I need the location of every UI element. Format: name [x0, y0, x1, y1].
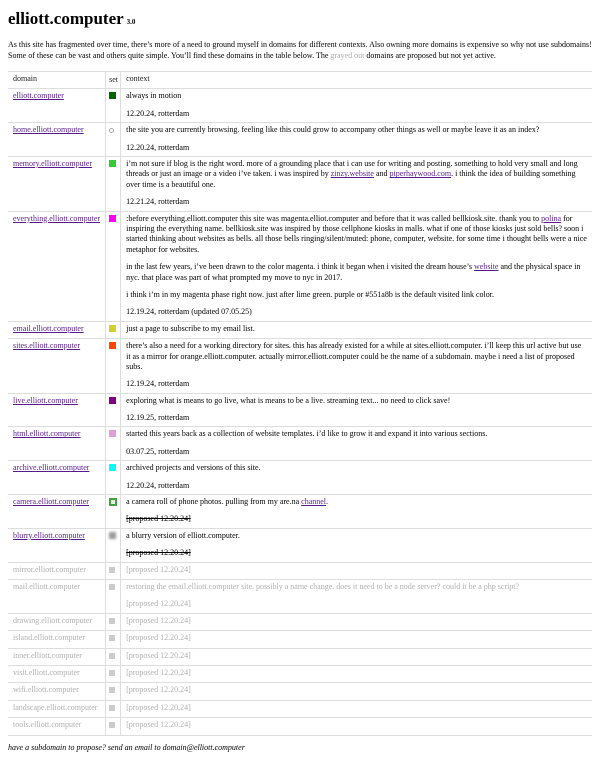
- column-header-context: context: [121, 72, 592, 89]
- date-line: 12.19.25, rotterdam: [126, 413, 190, 423]
- domain-cell: [8, 528, 106, 562]
- table-row: [8, 579, 592, 613]
- table-row: [8, 648, 592, 665]
- date-line: [proposed 12.20.24]: [126, 564, 191, 574]
- domain-link[interactable]: email.elliott.computer: [13, 323, 84, 333]
- set-cell: [106, 631, 121, 648]
- footer-propose-note: have a subdomain to propose? send an email to domain@elliott.computer: [8, 742, 245, 752]
- context-paragraph: i think i’m in my magenta phase right now. just after lime green. purple or #551a8b is the default visited link color.: [126, 289, 494, 299]
- context-paragraph: i’m not sure if blog is the right word. more of a grounding place that i can use for writing and posting. something to hold very small and long threads or just an image or a video i’ve taken. i was inspired by zinzy.website and piperhaywood.com. i think the idea of building something over time is a beautiful one.: [126, 159, 578, 189]
- context-cell: [121, 461, 592, 495]
- set-cell: [106, 123, 121, 157]
- set-cell: [106, 157, 121, 212]
- table-row: [8, 321, 592, 338]
- domain-text: wifi.elliott.computer: [13, 685, 79, 695]
- set-square-icon: [109, 670, 115, 676]
- date-line: [proposed 12.20.24]: [126, 615, 191, 625]
- domain-text: mail.elliott.computer: [13, 581, 81, 591]
- intro-grayed-out-phrase: grayed out: [330, 50, 365, 60]
- set-cell: [106, 665, 121, 682]
- context-cell: [121, 579, 592, 613]
- set-square-icon: [109, 325, 116, 332]
- set-blur-icon: [109, 532, 116, 539]
- set-square-icon: [109, 722, 115, 728]
- intro-text-1: As this site has fragmented over time, there’s more of a need to ground myself in domains for different contexts. Also owning more domains is expensive so why not use subdomains! Some of these can be vast and others quite simple. You’ll find these domains in the table below. The: [8, 40, 592, 60]
- inline-link[interactable]: zinzy.website: [330, 169, 374, 179]
- context-cell: [121, 562, 592, 579]
- date-line: 12.19.24, rotterdam (updated 07.05.25): [126, 307, 252, 317]
- context-cell: [121, 339, 592, 394]
- domain-cell: [8, 718, 106, 735]
- domain-text: landscape.elliott.computer: [13, 702, 98, 712]
- context-paragraph: just a page to subscribe to my email list.: [126, 323, 255, 333]
- set-square-icon: [109, 567, 115, 573]
- context-paragraph: restoring the email.elliott.computer site. possibly a name change. does it need to be a node server? could it be a php script?: [126, 581, 520, 591]
- domain-cell: [8, 123, 106, 157]
- domain-text: inner.elliott.computer: [13, 650, 82, 660]
- domain-text: visit.elliott.computer: [13, 667, 80, 677]
- set-square-icon: [109, 160, 116, 167]
- domain-cell: [8, 211, 106, 321]
- set-cell: [106, 321, 121, 338]
- date-line: 12.21.24, rotterdam: [126, 197, 190, 207]
- context-cell: [121, 157, 592, 212]
- context-cell: [121, 528, 592, 562]
- set-circle-icon: [109, 128, 114, 133]
- set-cell: [106, 427, 121, 461]
- set-cell: [106, 562, 121, 579]
- domain-cell: [8, 321, 106, 338]
- date-line: [proposed 12.20.24]: [126, 633, 191, 643]
- table-row: [8, 123, 592, 157]
- set-cell: [106, 211, 121, 321]
- column-header-set: set: [106, 72, 121, 89]
- domain-cell: [8, 683, 106, 700]
- date-line: [proposed 12.20.24]: [126, 702, 191, 712]
- table-row: [8, 683, 592, 700]
- context-cell: [121, 427, 592, 461]
- table-row: [8, 339, 592, 394]
- context-cell: [121, 89, 592, 123]
- context-paragraph: a camera roll of phone photos. pulling from my are.na channel.: [126, 497, 329, 507]
- domain-cell: [8, 339, 106, 394]
- domain-link[interactable]: camera.elliott.computer: [13, 497, 89, 507]
- page-title: [8, 9, 592, 29]
- table-row: [8, 631, 592, 648]
- intro-text-2: domains are proposed but not yet active.: [364, 50, 496, 60]
- table-row: [8, 393, 592, 427]
- set-cell: [106, 461, 121, 495]
- table-row: [8, 700, 592, 717]
- inline-link[interactable]: polina: [541, 213, 562, 223]
- column-header-domain: domain: [8, 72, 106, 89]
- domain-link[interactable]: sites.elliott.computer: [13, 341, 81, 351]
- table-row: [8, 427, 592, 461]
- date-line: [proposed 12.20.24]: [126, 548, 191, 558]
- context-cell: [121, 718, 592, 735]
- inline-link[interactable]: website: [474, 262, 499, 272]
- date-line: 12.20.24, rotterdam: [126, 142, 190, 152]
- date-line: [proposed 12.20.24]: [126, 720, 191, 730]
- table-row: [8, 613, 592, 630]
- domain-link[interactable]: archive.elliott.computer: [13, 463, 90, 473]
- inline-link[interactable]: channel: [301, 497, 327, 507]
- context-cell: [121, 211, 592, 321]
- context-paragraph: archived projects and versions of this site.: [126, 463, 261, 473]
- date-line: 12.19.24, rotterdam: [126, 379, 190, 389]
- set-square-icon: [109, 635, 115, 641]
- context-paragraph: the site you are currently browsing. feeling like this could grow to accompany other things as well or maybe leave it as an index?: [126, 125, 540, 135]
- set-camera-icon: [109, 498, 117, 506]
- context-paragraph: :before everything.elliott.computer this site was magenta.elliot.computer and before that it was called bellkiosk.site. thank you to polina for inspiring the everything name. bellkiosk.site was inspired by those cellphone kiosks in malls. what if one of those kiosks just sold bells? soon i started thinking about websites as bells. all those bells ringing/silent/muted: phone, computer, website. for some time i thought bells were a nice metaphor for websites.: [126, 213, 587, 254]
- context-paragraph: started this years back as a collection of website templates. i’d like to grow it and expand it into various sections.: [126, 429, 488, 439]
- set-cell: [106, 495, 121, 529]
- set-square-icon: [109, 464, 116, 471]
- context-cell: [121, 613, 592, 630]
- domain-link[interactable]: memory.elliott.computer: [13, 159, 93, 169]
- domain-link[interactable]: elliott.computer: [13, 91, 64, 101]
- set-square-icon: [109, 618, 115, 624]
- set-cell: [106, 613, 121, 630]
- date-line: 03.07.25, rotterdam: [126, 446, 190, 456]
- table-row: [8, 461, 592, 495]
- set-square-icon: [109, 653, 115, 659]
- set-cell: [106, 718, 121, 735]
- table-header-row: [8, 72, 592, 89]
- set-square-icon: [109, 215, 116, 222]
- date-line: 12.20.24, rotterdam: [126, 108, 190, 118]
- table-row: [8, 495, 592, 529]
- domain-cell: [8, 427, 106, 461]
- set-cell: [106, 393, 121, 427]
- context-cell: [121, 683, 592, 700]
- inline-link[interactable]: piperhaywood.com: [389, 169, 452, 179]
- context-cell: [121, 495, 592, 529]
- table-row: [8, 665, 592, 682]
- site-name: elliott.computer: [8, 9, 124, 28]
- version-label: 3.0: [126, 18, 136, 26]
- domain-cell: [8, 700, 106, 717]
- context-cell: [121, 665, 592, 682]
- table-row: [8, 211, 592, 321]
- domain-link[interactable]: everything.elliott.computer: [13, 213, 101, 223]
- set-cell: [106, 648, 121, 665]
- domain-link[interactable]: home.elliott.computer: [13, 125, 84, 135]
- set-cell: [106, 339, 121, 394]
- context-paragraph: exploring what is means to go live, what is means to be a live. streaming text... no need to click save!: [126, 395, 451, 405]
- context-cell: [121, 700, 592, 717]
- domain-text: drawing.elliott.computer: [13, 615, 93, 625]
- domain-cell: [8, 89, 106, 123]
- date-line: 12.20.24, rotterdam: [126, 480, 190, 490]
- set-cell: [106, 579, 121, 613]
- set-square-icon: [109, 397, 116, 404]
- table-row: [8, 528, 592, 562]
- table-row: [8, 562, 592, 579]
- domain-cell: [8, 665, 106, 682]
- context-paragraph: a blurry version of elliott.computer.: [126, 530, 240, 540]
- domain-cell: [8, 157, 106, 212]
- table-row: [8, 718, 592, 735]
- domain-cell: [8, 648, 106, 665]
- table-row: [8, 157, 592, 212]
- domain-cell: [8, 613, 106, 630]
- set-square-icon: [109, 687, 115, 693]
- set-cell: [106, 89, 121, 123]
- domain-cell: [8, 631, 106, 648]
- date-line: [proposed 12.20.24]: [126, 514, 191, 524]
- domain-text: island.elliott.computer: [13, 633, 85, 643]
- domain-link[interactable]: live.elliott.computer: [13, 395, 78, 405]
- table-row: [8, 89, 592, 123]
- domains-table: [8, 71, 592, 735]
- context-paragraph: always in motion: [126, 91, 182, 101]
- domain-text: mirror.elliott.computer: [13, 564, 86, 574]
- date-line: [proposed 12.20.24]: [126, 650, 191, 660]
- domain-link[interactable]: blurry.elliott.computer: [13, 530, 85, 540]
- domain-cell: [8, 461, 106, 495]
- context-cell: [121, 393, 592, 427]
- intro-paragraph: [8, 40, 592, 61]
- context-cell: [121, 648, 592, 665]
- domain-link[interactable]: html.elliott.computer: [13, 429, 81, 439]
- set-square-icon: [109, 92, 116, 99]
- date-line: [proposed 12.20.24]: [126, 685, 191, 695]
- context-cell: [121, 123, 592, 157]
- set-square-icon: [109, 342, 116, 349]
- set-square-icon: [109, 705, 115, 711]
- domain-cell: [8, 579, 106, 613]
- domain-cell: [8, 562, 106, 579]
- set-cell: [106, 683, 121, 700]
- date-line: [proposed 12.20.24]: [126, 667, 191, 677]
- set-cell: [106, 700, 121, 717]
- domain-cell: [8, 393, 106, 427]
- set-cell: [106, 528, 121, 562]
- domain-text: tools.elliott.computer: [13, 720, 82, 730]
- domain-cell: [8, 495, 106, 529]
- set-square-icon: [109, 430, 116, 437]
- context-paragraph: there’s also a need for a working directory for sites. this has already existed for a while at sites.elliott.computer. i’ll keep this url active but use it as a mirror for orange.elliott.computer. actually mirror.elliott.computer could be the name of a subdomain. maybe i need a list of proposed subs.: [126, 341, 582, 371]
- context-cell: [121, 321, 592, 338]
- date-line: [proposed 12.20.24]: [126, 599, 191, 609]
- context-paragraph: in the last few years, i’ve been drawn to the color magenta. i think it began when i visited the dream house’s website and the physical space in nyc. that place was part of what prompted my move to nyc in 2017.: [126, 262, 581, 282]
- set-square-icon: [109, 584, 115, 590]
- context-cell: [121, 631, 592, 648]
